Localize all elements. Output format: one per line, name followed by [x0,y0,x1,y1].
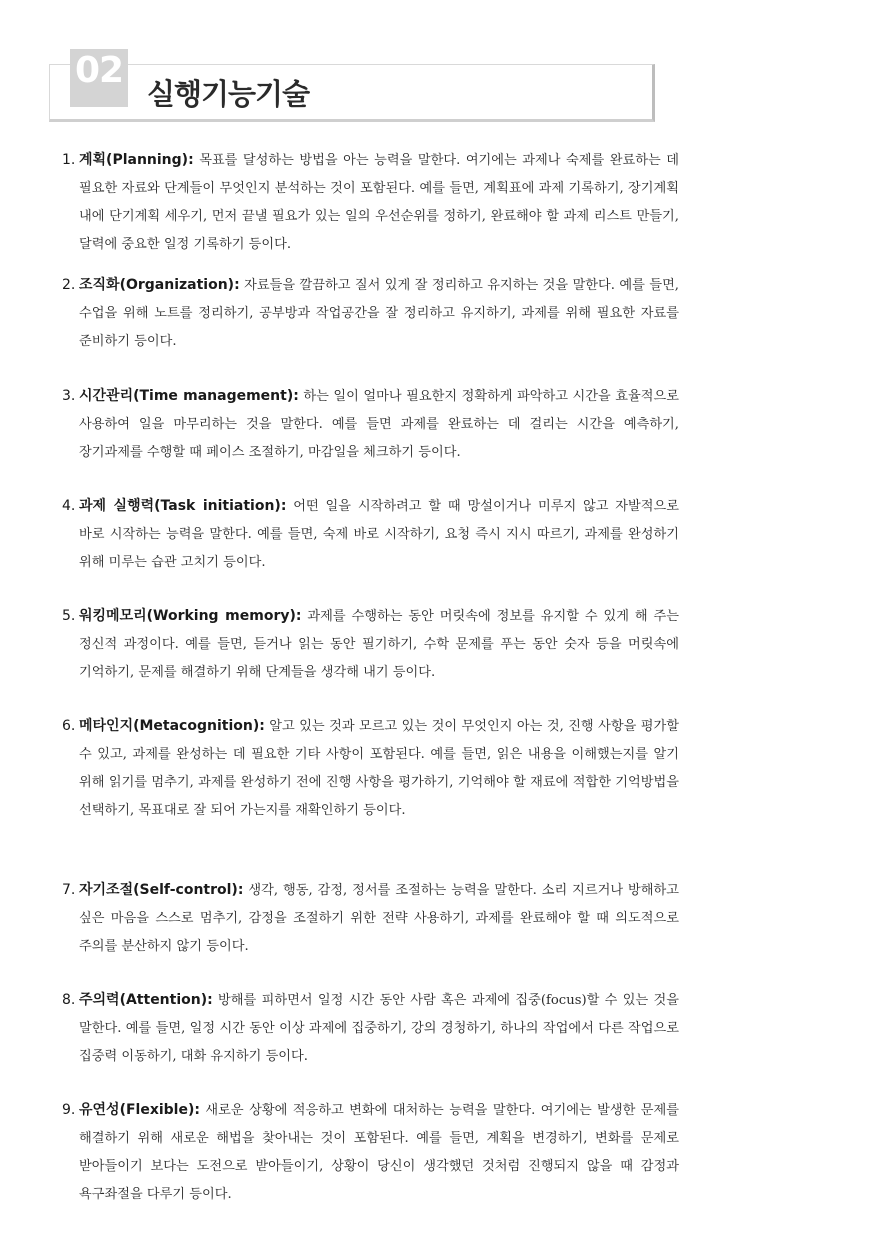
item-description: 방해를 피하면서 일정 시간 동안 사람 혹은 과제에 집중(focus)할 수 있는 것을 말한다. 예를 들면, 일정 시간 동안 이상 과제에 집중하기, 강의 경청하기, 하나의 작업에서 다른 작업으로 집중력 이동하기, 대화 유지하기 등이다. [79,993,679,1064]
item-term: 주의력(Attention): [79,992,213,1008]
list-item-planning [62,146,679,259]
list-item-attention [62,986,679,1071]
item-term: 워킹메모리(Working memory): [79,608,302,624]
chapter-title: 실행기능기술 [147,77,310,111]
list-item-time-management [62,382,679,467]
item-description: 알고 있는 것과 모르고 있는 것이 무엇인지 아는 것, 진행 사항을 평가할 수 있고, 과제를 완성하는 데 필요한 기타 사항이 포함된다. 예를 들면, 읽은 내용을 이해했는지를 알기 위해 읽기를 멈추기, 과제를 완성하기 전에 진행 사항을 평가하기, 기억해야 할 재료에 적합한 기억방법을 선택하기, 목표대로 잘 되어 가는지를 재확인하기 등이다. [79,719,679,818]
item-number: 9. [62,1102,76,1118]
item-number: 6. [62,718,76,734]
chapter-header-box [49,64,655,122]
item-number: 5. [62,608,76,624]
item-term: 과제 실행력(Task initiation): [79,498,287,514]
item-description: 목표를 달성하는 방법을 아는 능력을 말한다. 여기에는 과제나 숙제를 완료하는 데 필요한 자료와 단계들이 무엇인지 분석하는 것이 포함된다. 예를 들면, 계획표에 과제 기록하기, 장기계획 내에 단기계획 세우기, 먼저 끝낼 필요가 있는 일의 우선순위를 정하기, 완료해야 할 과제 리스트 만들기, 달력에 중요한 일정 기록하기 등이다. [79,153,679,252]
item-number: 3. [62,388,76,404]
item-number: 4. [62,498,76,514]
item-description: 새로운 상황에 적응하고 변화에 대처하는 능력을 말한다. 여기에는 발생한 문제를 해결하기 위해 새로운 해법을 찾아내는 것이 포함된다. 예를 들면, 계획을 변경하기, 변화를 문제로 받아들이기 보다는 도전으로 받아들이기, 상황이 당신이 생각했던 것처럼 진행되지 않을 때 감정과 욕구좌절을 다루기 등이다. [79,1103,679,1202]
list-item-metacognition [62,712,679,825]
list-item-flexibility [62,1096,679,1209]
item-number: 8. [62,992,76,1008]
item-term: 메타인지(Metacognition): [79,718,265,734]
item-number: 7. [62,882,76,898]
chapter-number-badge: 02 [70,49,128,107]
item-term: 계획(Planning): [79,152,194,168]
list-item-task-initiation [62,492,679,577]
item-term: 조직화(Organization): [79,277,240,293]
list-item-organization [62,271,679,356]
list-item-self-control [62,876,679,961]
item-term: 시간관리(Time management): [79,388,299,404]
item-description: 과제를 수행하는 동안 머릿속에 정보를 유지할 수 있게 해 주는 정신적 과정이다. 예를 들면, 듣거나 읽는 동안 필기하기, 수학 문제를 푸는 동안 숫자 등을 머릿속에 기억하기, 문제를 해결하기 위해 단계들을 생각해 내기 등이다. [79,609,679,680]
item-description: 어떤 일을 시작하려고 할 때 망설이거나 미루지 않고 자발적으로 바로 시작하는 능력을 말한다. 예를 들면, 숙제 바로 시작하기, 요청 즉시 지시 따르기, 과제를 완성하기 위해 미루는 습관 고치기 등이다. [79,499,679,570]
item-description: 하는 일이 얼마나 필요한지 정확하게 파악하고 시간을 효율적으로 사용하여 일을 마무리하는 것을 말한다. 예를 들면 과제를 완료하는 데 걸리는 시간을 예측하기, 장기과제를 수행할 때 페이스 조절하기, 마감일을 체크하기 등이다. [79,389,679,460]
item-term: 유연성(Flexible): [79,1102,200,1118]
item-number: 2. [62,277,76,293]
list-item-working-memory [62,602,679,687]
item-description: 생각, 행동, 감정, 정서를 조절하는 능력을 말한다. 소리 지르거나 방해하고 싶은 마음을 스스로 멈추기, 감정을 조절하기 위한 전략 사용하기, 과제를 완료해야 할 때 의도적으로 주의를 분산하지 않기 등이다. [79,883,679,954]
item-number: 1. [62,152,76,168]
item-term: 자기조절(Self-control): [79,882,244,898]
item-description: 자료들을 깔끔하고 질서 있게 잘 정리하고 유지하는 것을 말한다. 예를 들면, 수업을 위해 노트를 정리하기, 공부방과 작업공간을 잘 정리하고 유지하기, 과제를 위해 필요한 자료를 준비하기 등이다. [79,278,679,349]
